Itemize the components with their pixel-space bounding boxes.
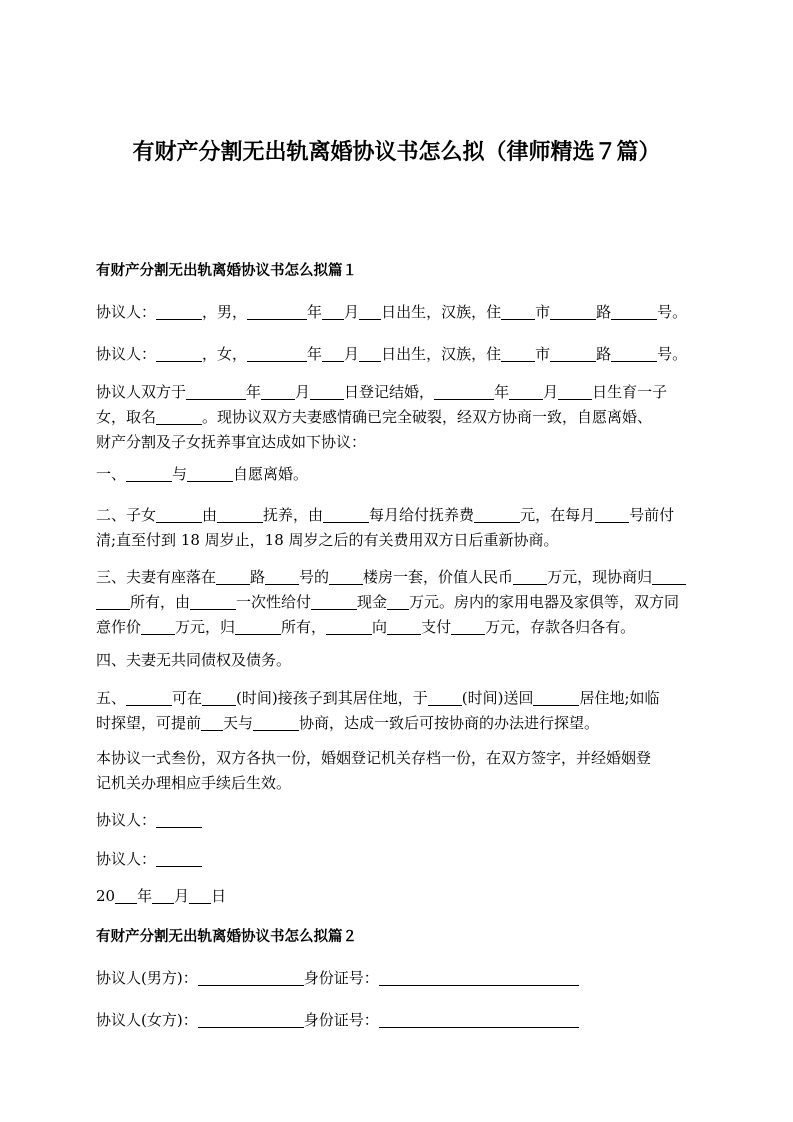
signature-line-1: 协议人：: [96, 808, 706, 833]
section-heading-1: 有财产分割无出轨离婚协议书怎么拟篇１: [96, 262, 357, 279]
document-title: 有财产分割无出轨离婚协议书怎么拟（律师精选７篇）: [132, 140, 661, 165]
clause-3: 三、夫妻有座落在 路 号的 楼房一套，价值人民币 万元，现协商归 所有，由 一次性给付 现金 万元。房内的家用电器及家俱等，双方同 意作价 万元，归 所有， 向 支付 万元，存款各归各有。: [96, 565, 706, 640]
clause-1: 一、 与 自愿离婚。: [96, 465, 309, 483]
female-id-line: 协议人(女方)： 身份证号：: [96, 1008, 706, 1033]
party-line-male: 协议人： ，男， 年 月 日出生，汉族，住 市 路 号。: [96, 303, 688, 321]
clause-4: 四、夫妻无共同债权及债务。: [96, 651, 292, 669]
section-heading-2: 有财产分割无出轨离婚协议书怎么拟篇２: [96, 928, 357, 945]
marriage-paragraph: 协议人双方于 年 月 日登记结婚， 年 月 日生育一子 女，取名 。现协议双方夫妻感情确已完全破裂，经双方协商一致，自愿离婚、 财产分割及子女抚养事宜达成如下协议：: [96, 383, 668, 451]
clause-2: 二、子女 由 抚养，由 每月给付抚养费 元，在每月 号前付 清;直至付到 18 周岁止，18 周岁之后的有关费用双方日后重新协商。: [96, 506, 675, 549]
signature-line-2: 协议人：: [96, 847, 706, 872]
effect-paragraph: 本协议一式叁份，双方各执一份，婚姻登记机关存档一份，在双方签字，并经婚姻登 记机关办理相应手续后生效。: [96, 749, 652, 792]
male-id-line: 协议人(男方)： 身份证号：: [96, 966, 706, 991]
party-line-female: 协议人： ，女， 年 月 日出生，汉族，住 市 路 号。: [96, 345, 688, 363]
clause-5: 五、 可在 (时间)接孩子到其居住地，于 (时间)送回 居住地;如临 时探望，可提前 天与 协商，达成一致后可按协商的办法进行探望。: [96, 689, 660, 732]
date-line: 20 年 月 日: [96, 887, 227, 905]
